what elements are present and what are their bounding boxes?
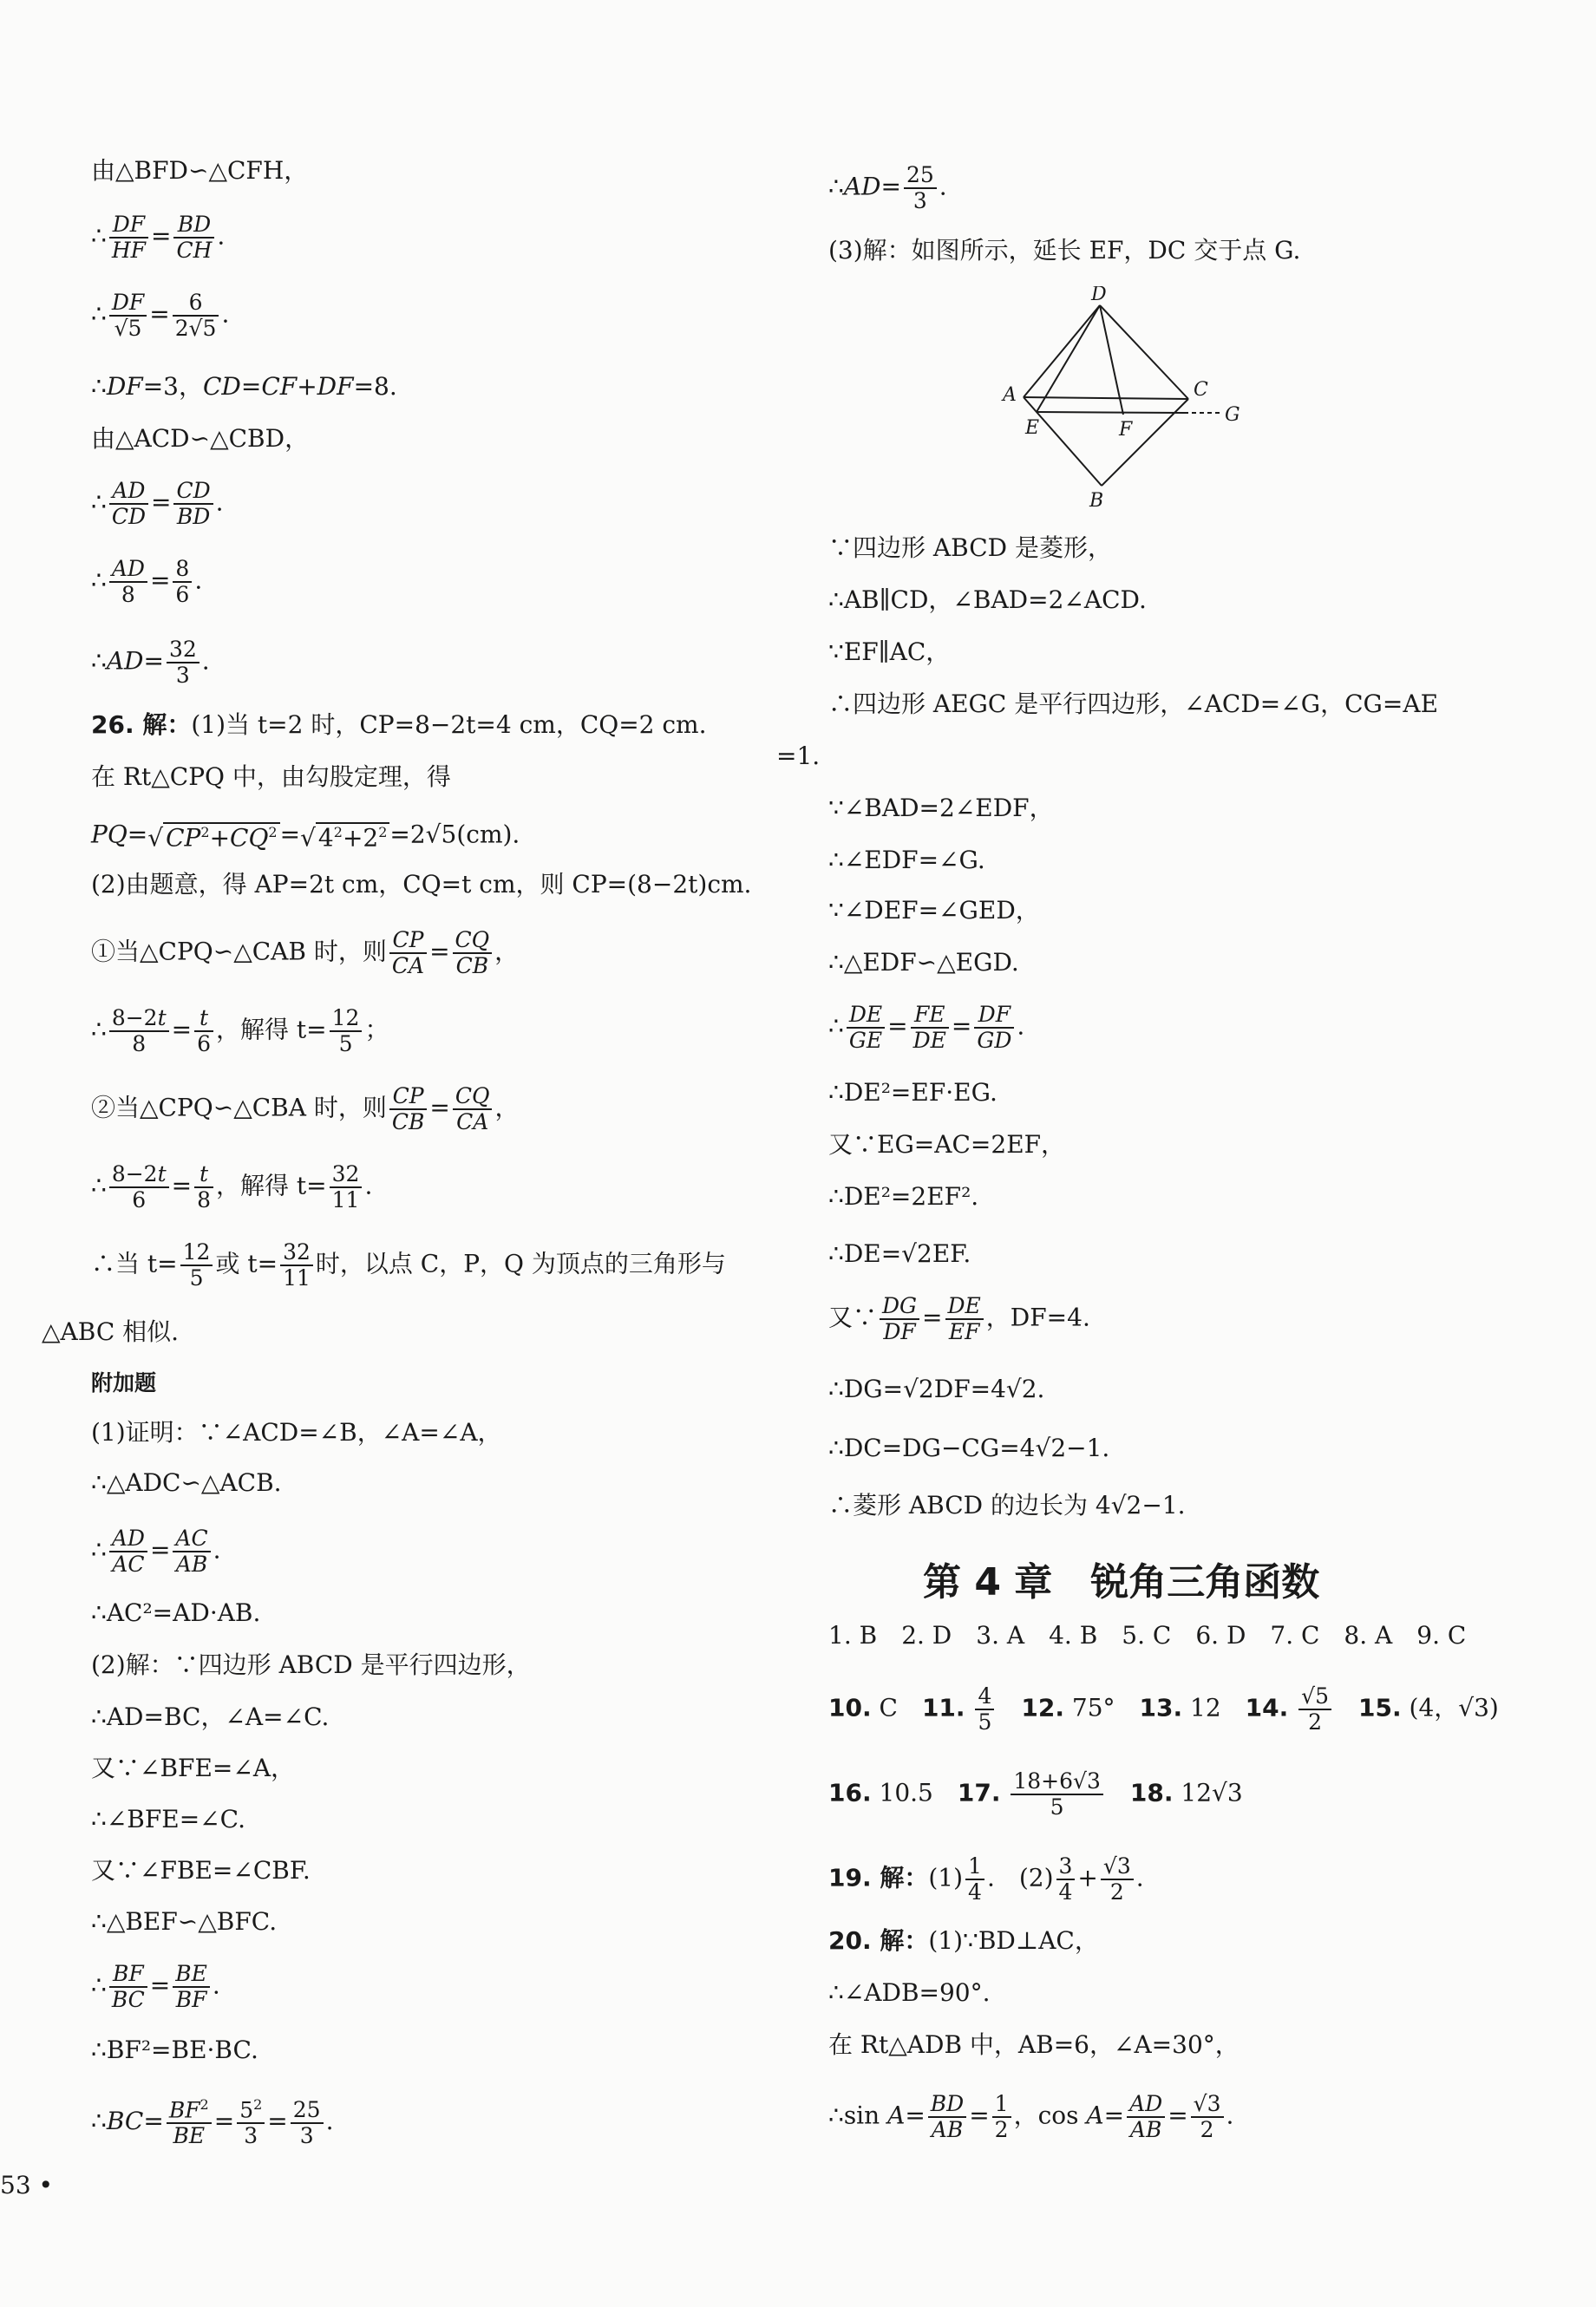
q26-part2: (2)由题意，得 AP=2t cm，CQ=t cm，则 CP=(8−2t)cm. bbox=[91, 870, 752, 899]
rhombus-figure bbox=[998, 286, 1258, 512]
extra-line-9: ∴△BEF∽△BFC. bbox=[91, 1907, 278, 1936]
eq-df-hf: ∴ $\frac{DF}{HF}$ = $\frac{BD}{CH}$ . bbox=[91, 212, 226, 263]
eq-bc-result: ∴BC= $\frac{BF^2}{BE}$ = $\frac{5^2}{3}$ = $\frac{25}{3}$ . bbox=[91, 2096, 334, 2149]
right-line-14: 又∵EG=AC=2EF， bbox=[828, 1130, 1066, 1159]
eq-dg-df: 又∵ $\frac{DG}{DF}$ = $\frac{DE}{EF}$ ，DF=4. bbox=[828, 1293, 1090, 1344]
edge-da bbox=[1024, 305, 1100, 397]
edge-ab bbox=[1024, 397, 1102, 486]
q26-case2: ②当△CPQ∽△CBA 时，则 $\frac{CP}{CB}$ = $\frac{CQ}{CA}$ ， bbox=[91, 1083, 520, 1134]
right-line-9: ∴∠EDF=∠G. bbox=[828, 846, 985, 874]
extra-proof-2: ∴△ADC∽△ACB. bbox=[91, 1468, 282, 1497]
diag-ac bbox=[1024, 397, 1188, 399]
extra-part2: (2)解：∵四边形 ABCD 是平行四边形， bbox=[91, 1650, 531, 1679]
right-line-10: ∵∠DEF=∠GED， bbox=[828, 896, 1040, 925]
eq-ad-ac: ∴ $\frac{AD}{AC}$ = $\frac{AC}{AB}$ . bbox=[91, 1526, 221, 1577]
label-a: A bbox=[1003, 384, 1017, 406]
right-line-3: ∵四边形 ABCD 是菱形， bbox=[828, 533, 1112, 562]
label-b: B bbox=[1089, 490, 1104, 512]
right-line-19: ∴DC=DG−CG=4√2−1. bbox=[828, 1434, 1110, 1462]
chapter-heading: 第 4 章 锐角三角函数 bbox=[923, 1560, 1320, 1604]
line-similar-bfd-cfh: 由△BFD∽△CFH， bbox=[91, 156, 309, 185]
eq-ad-25-3: ∴AD= $\frac{25}{3}$ . bbox=[828, 162, 947, 213]
edge-dc bbox=[1100, 305, 1188, 399]
right-line-20: ∴菱形 ABCD 的边长为 4√2−1. bbox=[828, 1491, 1186, 1519]
eq-df-sqrt5: ∴ $\frac{DF}{√5}$ = $\frac{6}{2√5}$ . bbox=[91, 290, 230, 341]
label-c: C bbox=[1194, 379, 1208, 401]
answers-16-18: 16. 10.5 17. $\frac{18+6√3}{5}$ 18. 12√3 bbox=[828, 1768, 1243, 1820]
eq-ad-result: ∴AD= $\frac{32}{3}$ . bbox=[91, 637, 210, 688]
q20-line-3: 在 Rt△ADB 中，AB=6，∠A=30°， bbox=[828, 2030, 1240, 2059]
right-line-8: ∵∠BAD=2∠EDF， bbox=[828, 794, 1054, 822]
extra-proof-3: ∴AC²=AD·AB. bbox=[91, 1598, 261, 1627]
eq-pq: PQ=√ $CP^2+CQ^2$ =√ $4^2+2^2 =2√5(cm)$. bbox=[91, 820, 520, 853]
eq-de-ge: ∴ $\frac{DE}{GE}$ = $\frac{FE}{DE}$ = $\frac{DF}{GD}$ . bbox=[828, 1002, 1025, 1053]
right-line-13: ∴DE²=EF·EG. bbox=[828, 1078, 998, 1107]
eq-ad-8: ∴ $\frac{AD}{8}$ = $\frac{8}{6}$ . bbox=[91, 556, 203, 607]
q26-case1-solve: ∴ $\frac{8-2t}{8}$ = $\frac{t}{6}$ ，解得 t= $\frac{12}{5}$ ； bbox=[91, 1005, 389, 1056]
part3-intro: (3)解：如图所示，延长 EF，DC 交于点 G. bbox=[828, 236, 1301, 265]
extra-proof-1: (1)证明：∵∠ACD=∠B，∠A=∠A， bbox=[91, 1418, 502, 1447]
right-line-11: ∴△EDF∽△EGD. bbox=[828, 948, 1019, 977]
q19: 19. 解：(1) $\frac{1}{4}$ . (2) $\frac{3}{4}$ + $\frac{√3}{2}$ . bbox=[828, 1853, 1144, 1905]
q26-case2-solve: ∴ $\frac{8-2t}{6}$ = $\frac{t}{8}$ ，解得 t= $\frac{32}{11}$ . bbox=[91, 1161, 373, 1212]
q26-conclusion: ∴当 t= $\frac{12}{5}$ 或 t= $\frac{32}{11}$ 时，以点 C，P，Q 为顶点的三角形与 bbox=[91, 1239, 726, 1291]
right-line-16: ∴DE=√2EF. bbox=[828, 1239, 971, 1268]
extra-line-7: ∴∠BFE=∠C. bbox=[91, 1805, 245, 1833]
eq-ad-cd: ∴ $\frac{AD}{CD}$ = $\frac{CD}{BD}$ . bbox=[91, 478, 224, 529]
answers-1-9: 1. B 2. D 3. A 4. B 5. C 6. D 7. C 8. A 9. C bbox=[828, 1621, 1467, 1650]
right-line-5: ∵EF∥AC， bbox=[828, 637, 951, 666]
right-line-4: ∴AB∥CD，∠BAD=2∠ACD. bbox=[828, 585, 1147, 614]
q26-case1: ①当△CPQ∽△CAB 时，则 $\frac{CP}{CA}$ = $\frac{CQ}{CB}$ ， bbox=[91, 927, 520, 978]
eq-bf-bc: ∴ $\frac{BF}{BC}$ = $\frac{BE}{BF}$ . bbox=[91, 1961, 220, 2012]
extra-line-5: ∴AD=BC，∠A=∠C. bbox=[91, 1702, 330, 1731]
label-f: F bbox=[1119, 419, 1133, 441]
right-line-6: ∴四边形 AEGC 是平行四边形，∠ACD=∠G，CG=AE bbox=[828, 689, 1439, 718]
extra-line-10: ∴BF²=BE·BC. bbox=[91, 2036, 258, 2064]
q20-part1: 20. 解：(1)∵BD⊥AC， bbox=[828, 1926, 1099, 1955]
seg-ef bbox=[1037, 412, 1184, 413]
extra-line-8: 又∵∠FBE=∠CBF. bbox=[91, 1856, 311, 1885]
seg-de bbox=[1037, 305, 1100, 412]
right-line-15: ∴DE²=2EF². bbox=[828, 1182, 979, 1211]
extra-section-title: 附加题 bbox=[91, 1370, 157, 1395]
q26-part1: 26. 解：(1)当 t=2 时，CP=8−2t=4 cm，CQ=2 cm. bbox=[91, 710, 707, 739]
label-e: E bbox=[1025, 417, 1040, 439]
label-d: D bbox=[1091, 286, 1107, 305]
right-line-18: ∴DG=√2DF=4√2. bbox=[828, 1375, 1045, 1403]
eq-df-cd: ∴DF=3，CD=CF+DF=8. bbox=[91, 372, 397, 401]
q26-rt-triangle: 在 Rt△CPQ 中，由勾股定理，得 bbox=[91, 762, 451, 791]
page-number: 53 • bbox=[0, 2171, 54, 2199]
line-similar-acd-cbd: 由△ACD∽△CBD， bbox=[91, 424, 310, 453]
answers-10-15: 10. C 11. $\frac{4}{5}$ 12. 75° 13. 12 14. $\frac{√5}{2}$ 15. (4，√3) bbox=[828, 1683, 1499, 1735]
extra-line-6: 又∵∠BFE=∠A， bbox=[91, 1754, 296, 1782]
q26-conclusion-end: △ABC 相似. bbox=[42, 1317, 180, 1346]
eq-sin-cos: ∴sin A= $\frac{BD}{AB}$ = $\frac{1}{2}$ ，cos A= $\frac{AD}{AB}$ = $\frac{√3}{2}$ . bbox=[828, 2091, 1234, 2142]
label-g: G bbox=[1225, 404, 1240, 426]
q20-line-2: ∴∠ADB=90°. bbox=[828, 1978, 991, 2007]
right-line-7: =1. bbox=[776, 742, 821, 770]
